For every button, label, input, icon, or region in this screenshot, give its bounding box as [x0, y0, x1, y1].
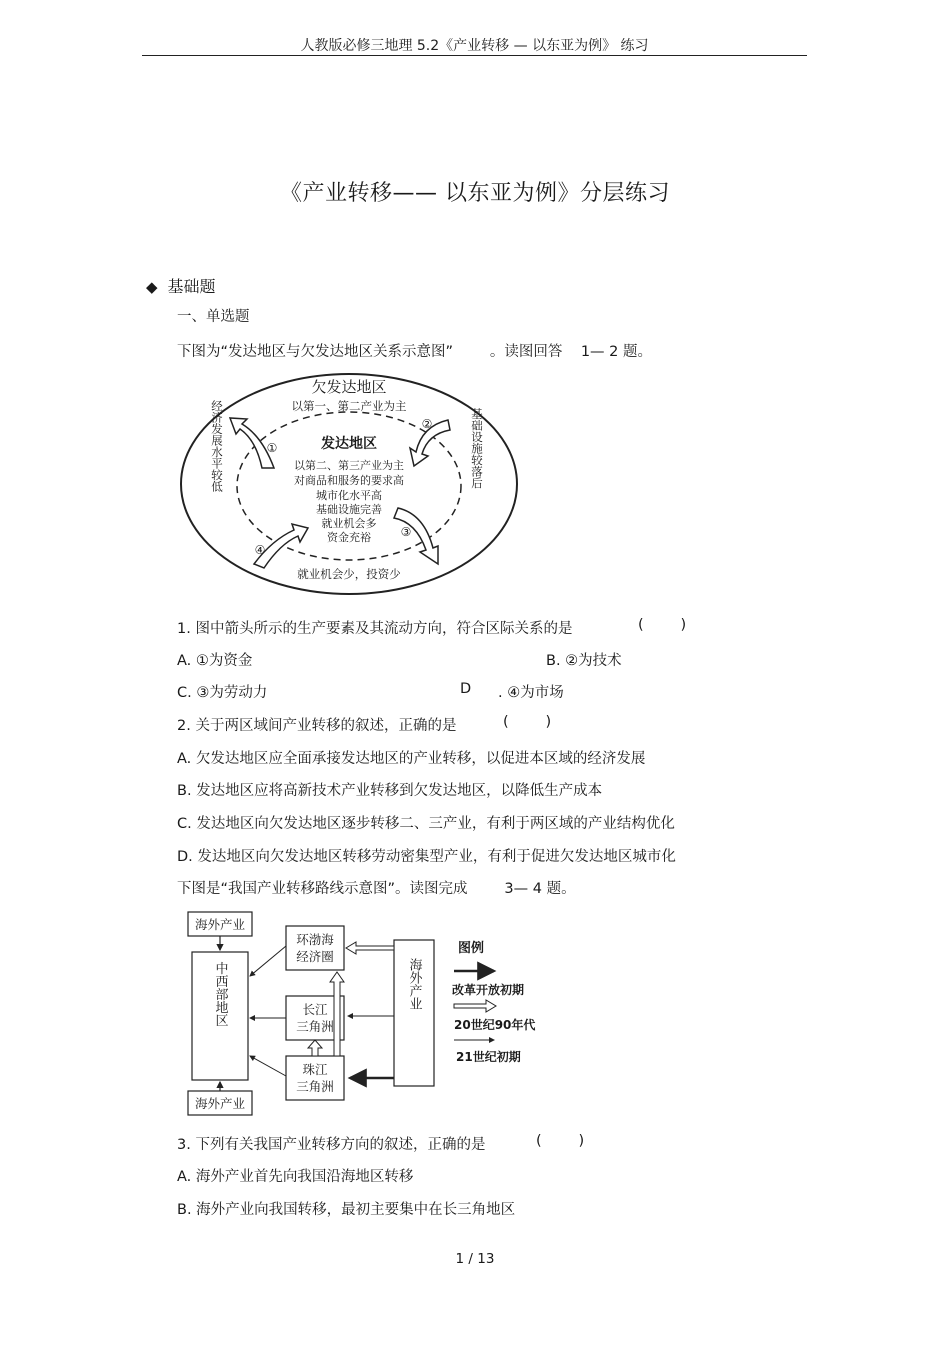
intro-text-2: 下图是“我国产业转移路线示意图”。读图完成 3— 4 题。	[177, 881, 576, 897]
q2-option-d: D. 发达地区向欠发达地区转移劳动密集型产业，有利于促进欠发达地区城市化	[177, 849, 676, 865]
legend-item-3: 21世纪初期	[456, 1050, 521, 1064]
q2-answer-paren: ( )	[503, 714, 552, 730]
running-header: 人教版必修三地理 5.2《产业转移 — 以东亚为例》 练习	[300, 38, 649, 54]
section-name: 基础题	[167, 277, 216, 296]
outer-bottom-text: 就业机会少，投资少	[297, 567, 401, 581]
marker-2: ②	[421, 417, 433, 431]
page-number: 1 / 13	[455, 1251, 495, 1267]
page-title: 《产业转移—— 以东亚为例》分层练习	[280, 181, 670, 206]
legend-hollow-arrow	[454, 1000, 496, 1012]
outer-region-title: 欠发达地区	[311, 378, 387, 396]
q2-option-b: B. 发达地区应将高新技术产业转移到欠发达地区，以降低生产成本	[177, 783, 603, 799]
q1-option-b: B. ②为技术	[546, 653, 622, 669]
inner-line-1: 以第二、第三产业为主	[294, 459, 404, 472]
legend-item-2: 20世纪90年代	[454, 1018, 536, 1032]
legend-title: 图例	[458, 941, 485, 956]
inner-line-6: 资金充裕	[327, 531, 371, 544]
section-heading	[146, 274, 216, 297]
outer-region-subtitle: 以第一、第二产业为主	[291, 399, 407, 413]
bohai-line-1: 环渤海	[296, 932, 334, 947]
q1-stem: 1. 图中箭头所示的生产要素及其流动方向，符合区际关系的是	[177, 621, 573, 637]
inner-region-title: 发达地区	[321, 436, 377, 452]
changjiang-line-2: 三角洲	[296, 1019, 334, 1034]
right-vertical-label: 基础设施较落后	[470, 407, 484, 489]
bohai-line-2: 经济圈	[296, 949, 334, 964]
overseas-right-label: 海外产业	[406, 958, 422, 1010]
changjiang-line-1: 长江	[302, 1002, 328, 1017]
q1-option-c: C. ③为劳动力	[177, 685, 268, 701]
q1-option-d-letter: D	[460, 681, 472, 697]
intro-text-1: 下图为“发达地区与欠发达地区关系示意图” 。读图回答 1— 2 题。	[177, 344, 653, 360]
q3-option-a: A. 海外产业首先向我国沿海地区转移	[177, 1169, 414, 1185]
inner-line-4: 基础设施完善	[316, 503, 382, 516]
q2-stem: 2. 关于两区域间产业转移的叙述，正确的是	[177, 718, 457, 734]
legend-item-1: 改革开放初期	[452, 983, 525, 997]
overseas-bottom-label: 海外产业	[194, 1096, 246, 1111]
q1-option-d-text: . ④为市场	[498, 685, 564, 701]
inner-line-2: 对商品和服务的要求高	[294, 474, 404, 487]
central-west-label: 中西部地区	[212, 961, 228, 1027]
q3-option-b: B. 海外产业向我国转移，最初主要集中在长三角地区	[177, 1202, 516, 1218]
industry-transfer-diagram	[176, 906, 546, 1118]
q3-answer-paren: ( )	[536, 1133, 585, 1149]
inner-line-3: 城市化水平高	[316, 489, 382, 502]
marker-3: ③	[400, 525, 412, 539]
q2-option-a: A. 欠发达地区应全面承接发达地区的产业转移，以促进本区域的经济发展	[177, 751, 646, 767]
marker-1: ①	[266, 441, 278, 455]
marker-4: ④	[254, 543, 266, 557]
diamond-bullet-icon: ◆	[146, 278, 158, 296]
left-vertical-label: 经济发展水平较低	[210, 400, 224, 492]
subsection-heading: 一、单选题	[177, 309, 250, 325]
region-relationship-diagram	[176, 368, 522, 600]
q2-option-c: C. 发达地区向欠发达地区逐步转移二、三产业，有利于两区域的产业结构优化	[177, 816, 675, 832]
q3-stem: 3. 下列有关我国产业转移方向的叙述，正确的是	[177, 1137, 486, 1153]
header-rule	[142, 55, 807, 56]
q1-option-a: A. ①为资金	[177, 653, 253, 669]
q1-answer-paren: ( )	[638, 617, 687, 633]
inner-line-5: 就业机会多	[321, 517, 377, 530]
overseas-top-label: 海外产业	[194, 917, 246, 932]
zhujiang-line-1: 珠江	[302, 1062, 328, 1077]
zhujiang-line-2: 三角洲	[296, 1079, 334, 1094]
